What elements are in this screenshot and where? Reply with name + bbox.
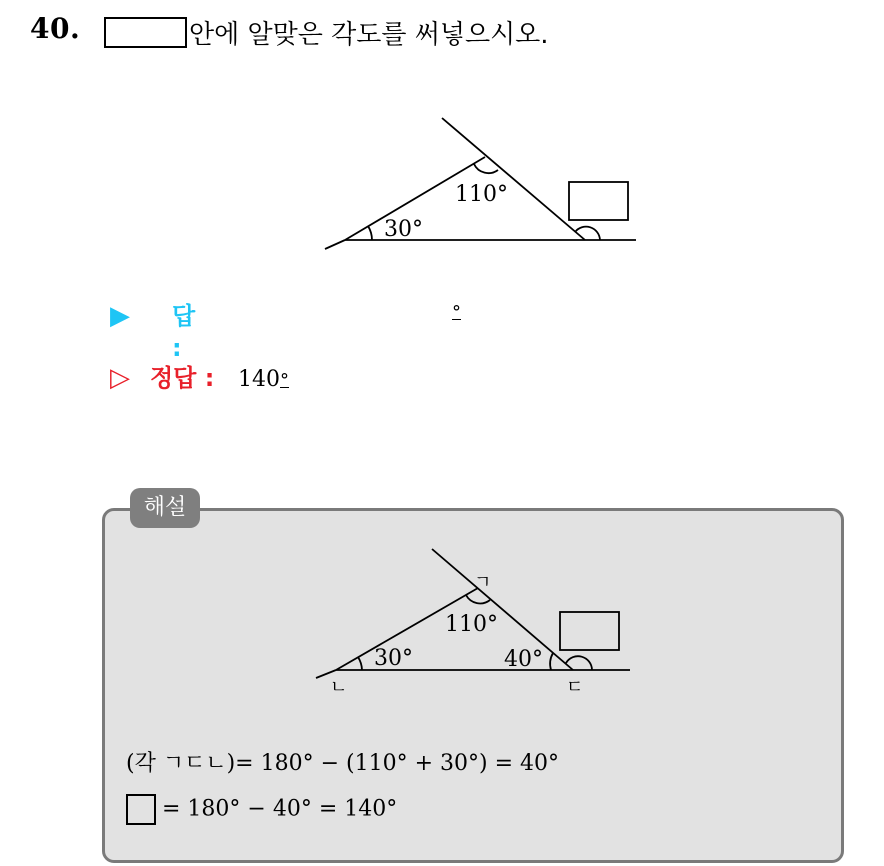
correct-answer-number: 140: [238, 367, 280, 392]
exp-vertex-label-right: ㄷ: [566, 677, 584, 698]
question-number: 40.: [30, 12, 81, 45]
explanation-line-1: (각 ㄱㄷㄴ)= 180° − (110° + 30°) = 40°: [126, 751, 559, 776]
play-arrow-icon: ▶: [110, 301, 130, 331]
angle-label-30: 30°: [384, 217, 423, 242]
exp-angle-arc-left: [358, 657, 362, 670]
angle-label-110: 110°: [455, 182, 508, 207]
answer-label: 답 :: [172, 302, 196, 362]
exp-unknown-angle-box: [560, 612, 619, 650]
exp-angle-arc-interior: [550, 653, 553, 670]
exp-vertex-label-left: ㄴ: [330, 677, 348, 698]
exp-angle-label-110: 110°: [445, 612, 498, 637]
explanation-blank-box: [126, 794, 156, 825]
explanation-line-2: [126, 794, 397, 825]
question-text: 안에 알맞은 각도를 써넣으시오.: [189, 20, 549, 50]
outline-arrow-icon: ▷: [110, 363, 130, 393]
explanation-tag: 해설: [130, 488, 200, 528]
exp-angle-label-30: 30°: [374, 646, 413, 671]
correct-answer-unit: °: [280, 370, 289, 391]
exp-right-side: [432, 549, 573, 670]
answer-unit: °: [452, 302, 461, 323]
exp-vertex-label-top: ㄱ: [474, 572, 492, 593]
correct-answer-label: 정답 :: [150, 364, 215, 392]
explanation-line-2-text: = 180° − 40° = 140°: [162, 796, 398, 822]
exp-angle-label-40: 40°: [504, 647, 543, 672]
